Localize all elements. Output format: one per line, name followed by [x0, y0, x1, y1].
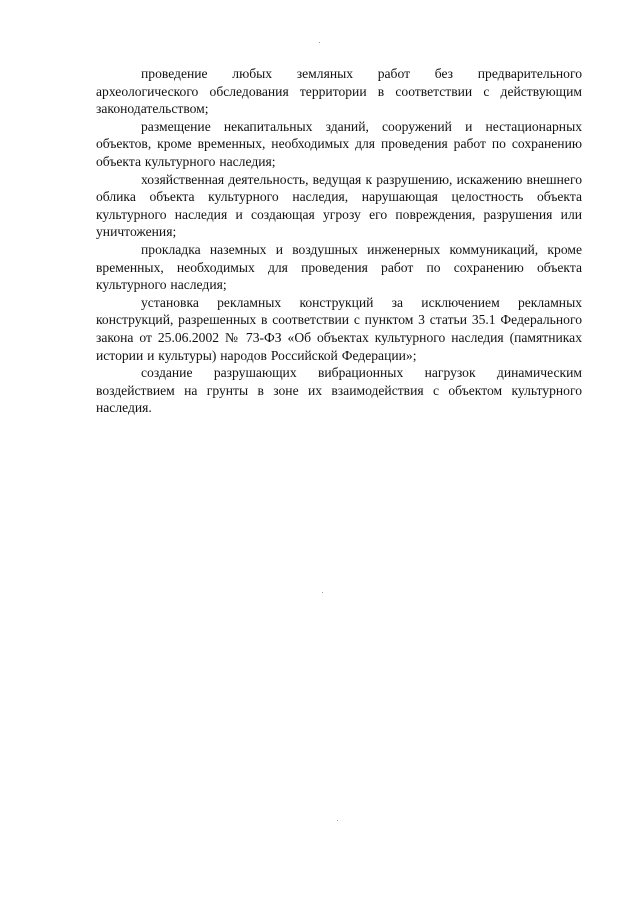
restriction-paragraph-earthworks: проведение любых земляных работ без предварительного археологического обследования территории в соответствии с действующим законодательством;: [96, 66, 582, 117]
restriction-paragraph-vibration: создание разрушающих вибрационных нагрузок динамическим воздействием на грунты в зоне их взаимодействия с объектом культурного наследия.: [96, 365, 582, 416]
restriction-paragraph-temporary-structures: размещение некапитальных зданий, сооружений и нестационарных объектов, кроме временных, необходимых для проведения работ по сохранению объекта культурного наследия;: [96, 118, 582, 169]
scan-speck: [322, 592, 323, 593]
scan-speck: [319, 42, 320, 43]
restriction-paragraph-utilities: прокладка наземных и воздушных инженерных коммуникаций, кроме временных, необходимых для проведения работ по сохранению объекта культурного наследия;: [96, 241, 582, 293]
restriction-paragraph-advertising: установка рекламных конструкций за исключением рекламных конструкций, разрешенных в соответствии с пунктом 3 статьи 35.1 Федерального закона от 25.06.2002 № 73-ФЗ «Об объектах культурного наследия (памятниках истории и культуры) народов Российской Федерации»;: [96, 294, 582, 363]
document-body: [96, 65, 582, 417]
restriction-paragraph-economic-activity: хозяйственная деятельность, ведущая к разрушению, искажению внешнего облика объекта культурного наследия, нарушающая целостность объекта культурного наследия и создающая угрозу его повреждения, разрушения или уничтожения;: [96, 171, 582, 240]
scan-speck: [337, 820, 338, 821]
